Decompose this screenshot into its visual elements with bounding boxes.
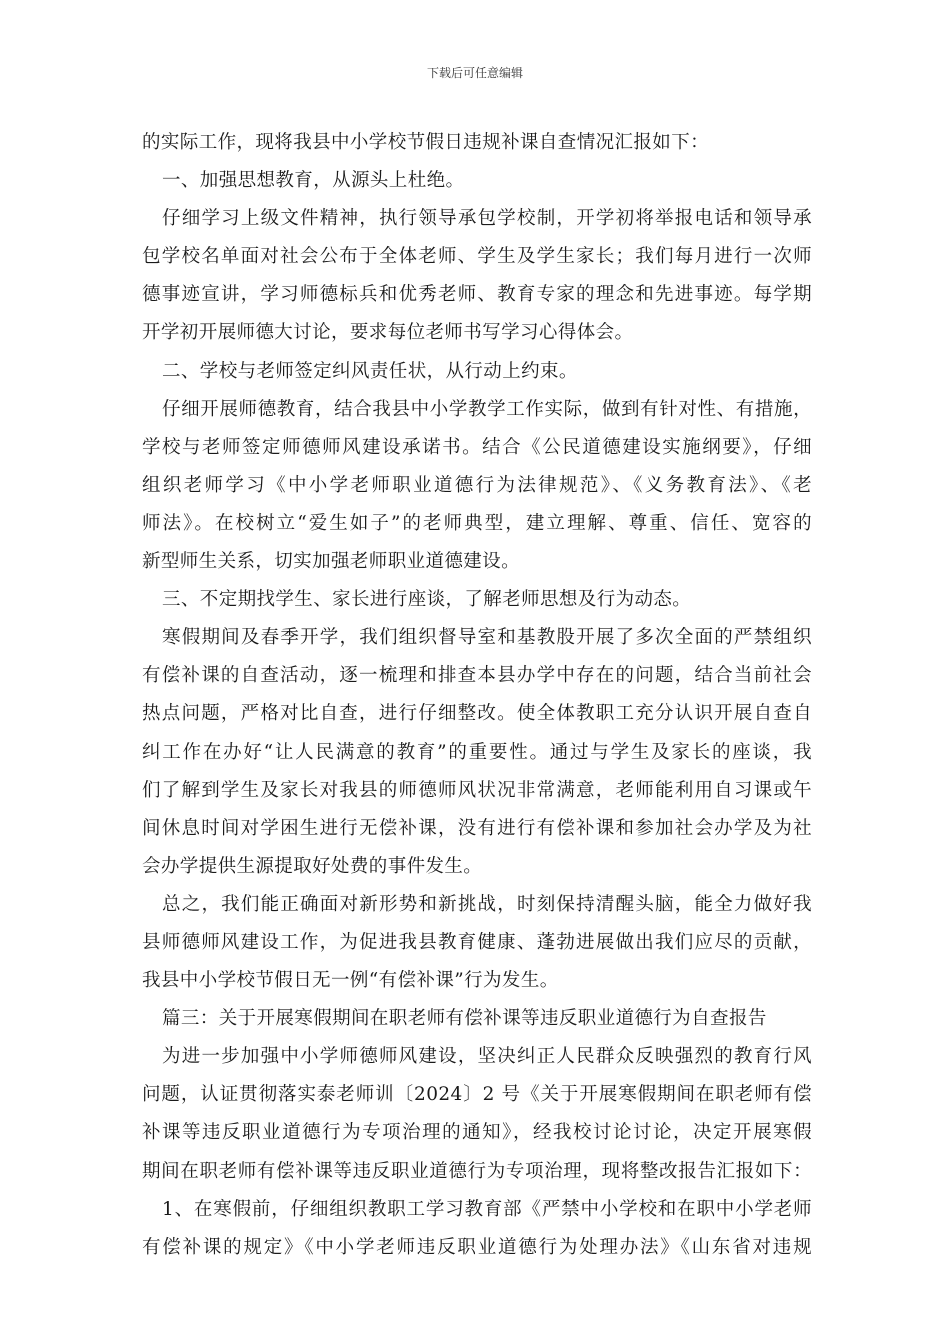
text-line: 间休息时间对学困生进行无偿补课，没有进行有偿补课和参加社会办学及为社 (142, 817, 812, 839)
text-line: 补课等违反职业道德行为专项治理的通知》，经我校讨论讨论，决定开展寒假 (142, 1122, 812, 1144)
text-line: 三、不定期找学生、家长进行座谈，了解老师思想及行为动态。 (162, 589, 692, 611)
page-header: 下载后可任意编辑 (426, 66, 523, 80)
text-line: 组织老师学习《中小学老师职业道德行为法律规范》、《义务教育法》、《老 (142, 474, 812, 496)
text-line: 包学校名单面对社会公布于全体老师、学生及学生家长；我们每月进行一次师 (142, 246, 812, 268)
document-body (142, 124, 812, 1267)
text-line: 的实际工作，现将我县中小学校节假日违规补课自查情况汇报如下： (142, 132, 710, 153)
text-line: 为进一步加强中小学师德师风建设，坚决纠正人民群众反映强烈的教育行风 (162, 1046, 812, 1068)
text-line: 寒假期间及春季开学，我们组织督导室和基教股开展了多次全面的严禁组织 (162, 627, 812, 649)
text-line: 纠工作在办好“让人民满意的教育”的重要性。通过与学生及家长的座谈，我 (142, 741, 812, 763)
text-line: 问题，认证贯彻落实泰老师训〔2024〕2 号《关于开展寒假期间在职老师有偿 (142, 1084, 812, 1106)
text-line: 二、学校与老师签定纠风责任状，从行动上约束。 (162, 360, 578, 382)
text-line: 篇三：关于开展寒假期间在职老师有偿补课等违反职业道德行为自查报告 (162, 1008, 767, 1030)
text-line: 仔细开展师德教育，结合我县中小学教学工作实际，做到有针对性、有措施， (162, 398, 812, 420)
text-line: 一、加强思想教育，从源头上杜绝。 (162, 170, 465, 192)
text-line: 师法》。在校树立“爱生如子”的老师典型，建立理解、尊重、信任、宽容的 (142, 512, 812, 534)
text-line: 县师德师风建设工作，为促进我县教育健康、蓬勃进展做出我们应尽的贡献， (142, 931, 812, 953)
text-line: 开学初开展师德大讨论，要求每位老师书写学习心得体会。 (142, 322, 634, 344)
text-line: 热点问题，严格对比自查，进行仔细整改。使全体教职工充分认识开展自查自 (142, 703, 812, 725)
text-line: 期间在职老师有偿补课等违反职业道德行为专项治理，现将整改报告汇报如下： (142, 1160, 812, 1182)
text-line: 德事迹宣讲，学习师德标兵和优秀老师、教育专家的理念和先进事迹。每学期 (142, 284, 812, 306)
text-line: 1、在寒假前，仔细组织教职工学习教育部《严禁中小学校和在职中小学老师 (162, 1198, 812, 1220)
text-line: 我县中小学校节假日无一例“有偿补课”行为发生。 (142, 970, 559, 992)
text-line: 有偿补课的规定》《中小学老师违反职业道德行为处理办法》《山东省对违规 (142, 1236, 812, 1258)
text-line: 们了解到学生及家长对我县的师德师风状况非常满意，老师能利用自习课或午 (142, 779, 812, 801)
text-line: 学校与老师签定师德师风建设承诺书。结合《公民道德建设实施纲要》，仔细 (142, 436, 812, 458)
text-line: 有偿补课的自查活动，逐一梳理和排查本县办学中存在的问题，结合当前社会 (142, 665, 812, 687)
text-line: 会办学提供生源提取好处费的事件发生。 (142, 855, 483, 877)
text-line: 仔细学习上级文件精神，执行领导承包学校制，开学初将举报电话和领导承 (162, 208, 812, 230)
text-line: 总之，我们能正确面对新形势和新挑战，时刻保持清醒头脑，能全力做好我 (162, 893, 812, 915)
text-line: 新型师生关系，切实加强老师职业道德建设。 (142, 551, 521, 573)
